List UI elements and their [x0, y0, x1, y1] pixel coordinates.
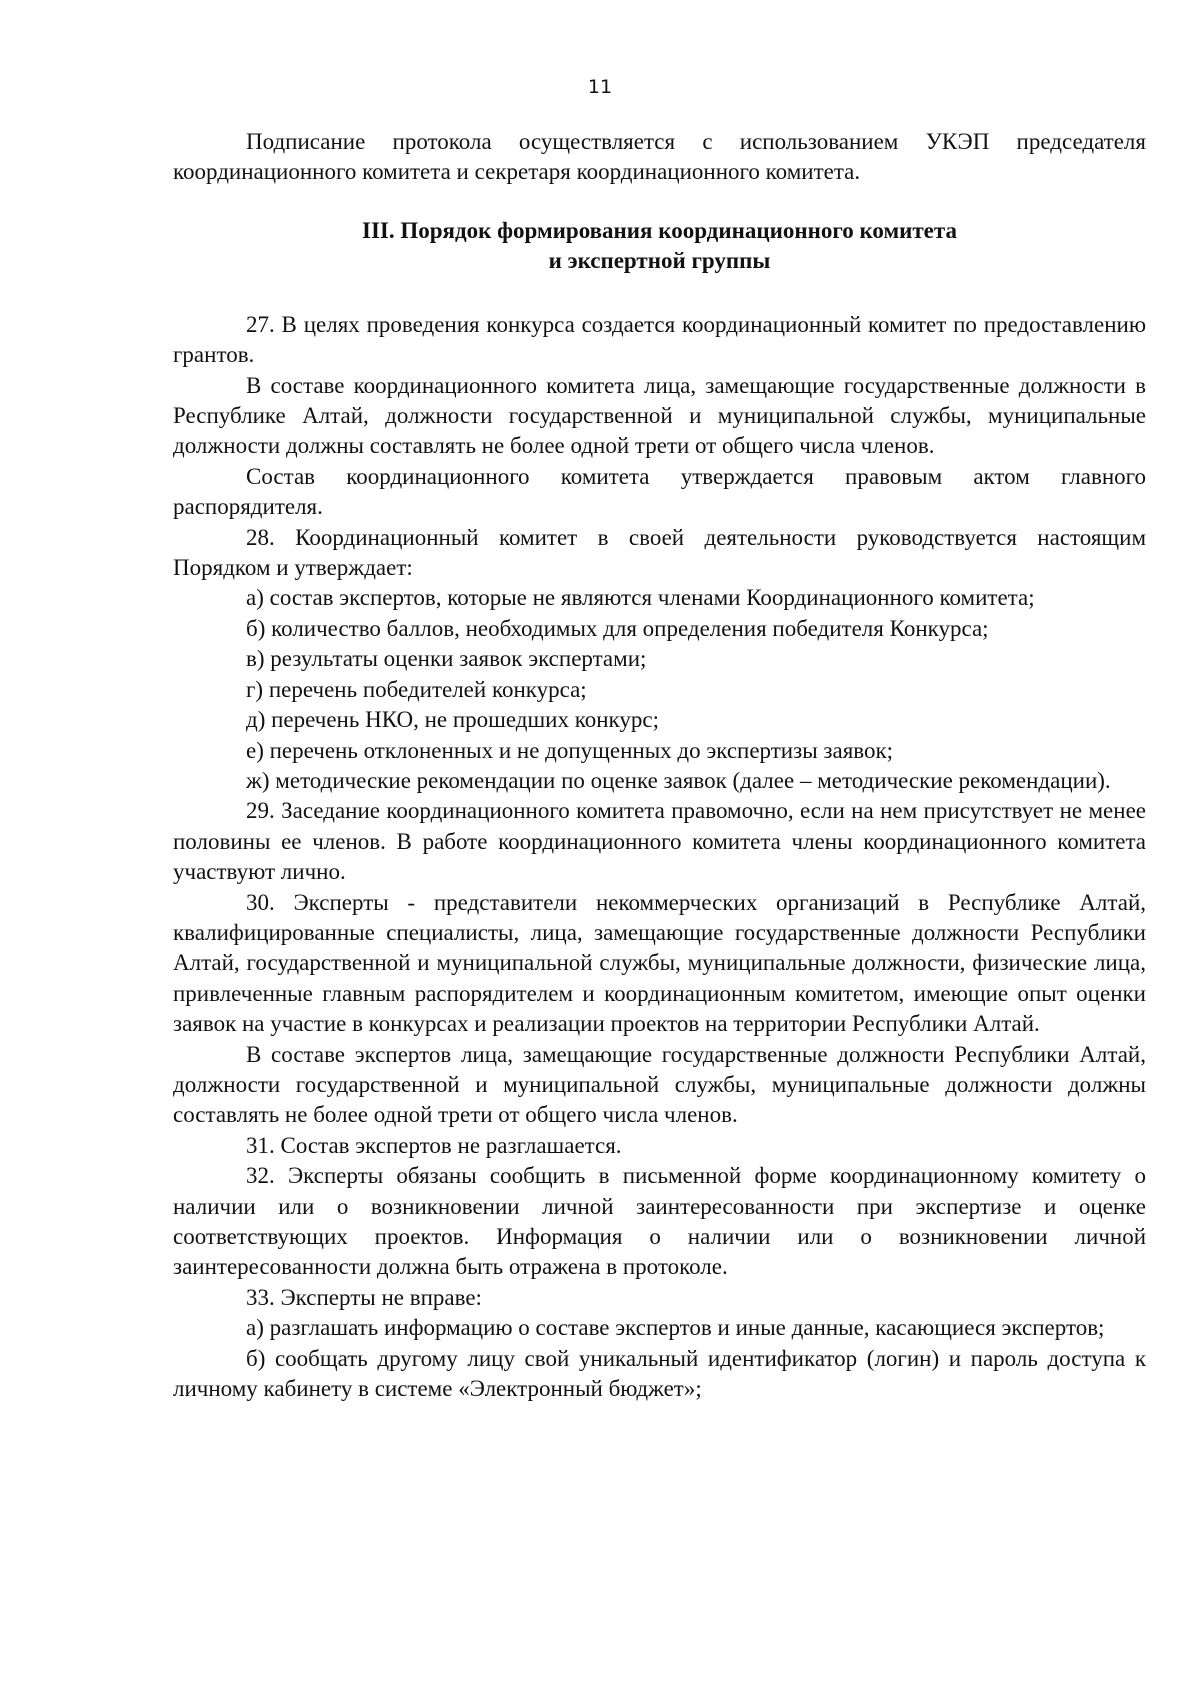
paragraph-33: 33. Эксперты не вправе: — [246, 1284, 482, 1310]
paragraph-32: 32. Эксперты обязаны сообщить в письменной форме координационному комитету о наличии или о возникновении личной заинтересованности при экспертизе и оценке соответствующих проектов. Информация о наличии или о возникновении личной заинтересованности должна быть отражена в протоколе. — [173, 1163, 1146, 1280]
paragraph-27-approval: Состав координационного комитета утверждается правовым актом главного распорядителя. — [173, 463, 1146, 520]
paragraph-30: 30. Эксперты - представители некоммерческих организаций в Республике Алтай, квалифицированные специалисты, лица, замещающие государственные должности Республики Алтай, государственной и муниципальной службы, муниципальные должности, физические лица, привлеченные главным распорядителем и координационным комитетом, имеющие опыт оценки заявок на участие в конкурсах и реализации проектов на территории Республики Алтай. — [173, 889, 1146, 1037]
list-item-28b: б) количество баллов, необходимых для определения победителя Конкурса; — [246, 615, 989, 641]
intro-paragraph: Подписание протокола осуществляется с использованием УКЭП председателя координационного комитета и секретаря координационного комитета. — [173, 129, 1146, 185]
document-body — [173, 127, 1146, 1404]
list-item-28d: д) перечень НКО, не прошедших конкурс; — [246, 707, 660, 733]
list-item-28zh: ж) методические рекомендации по оценке заявок (далее – методические рекомендации). — [246, 767, 1111, 793]
paragraph-27: 27. В целях проведения конкурса создается координационный комитет по предоставлению грантов. — [173, 311, 1146, 368]
list-item-28g: г) перечень победителей конкурса; — [246, 676, 587, 702]
list-item-33b: б) сообщать другому лицу свой уникальный идентификатор (логин) и пароль доступа к личному кабинету в системе «Электронный бюджет»; — [173, 1345, 1146, 1402]
list-item-28e: е) перечень отклоненных и не допущенных до экспертизы заявок; — [246, 737, 894, 763]
section-heading — [173, 216, 1146, 276]
paragraph-31: 31. Состав экспертов не разглашается. — [246, 1132, 622, 1158]
section-heading-line-1: III. Порядок формирования координационного комитета — [362, 217, 957, 243]
list-item-33a: а) разглашать информацию о составе экспертов и иные данные, касающиеся экспертов; — [246, 1315, 1105, 1341]
paragraph-28: 28. Координационный комитет в своей деятельности руководствуется настоящим Порядком и утверждает: — [173, 524, 1146, 581]
section-heading-line-2: и экспертной группы — [548, 247, 771, 273]
paragraph-29: 29. Заседание координационного комитета правомочно, если на нем присутствует не менее половины ее членов. В работе координационного комитета члены координационного комитета участвуют лично. — [173, 798, 1146, 885]
list-item-28a: а) состав экспертов, которые не являются членами Координационного комитета; — [246, 585, 1035, 611]
page-number: 11 — [587, 76, 613, 98]
paragraph-30-composition: В составе экспертов лица, замещающие государственные должности Республики Алтай, должности государственной и муниципальной службы, муниципальные должности должны составлять не более одной трети от общего числа членов. — [173, 1041, 1146, 1128]
list-item-28v: в) результаты оценки заявок экспертами; — [246, 646, 647, 672]
paragraph-27-composition: В составе координационного комитета лица, замещающие государственные должности в Республике Алтай, должности государственной и муниципальной службы, муниципальные должности должны составлять не более одной трети от общего числа членов. — [173, 372, 1146, 459]
